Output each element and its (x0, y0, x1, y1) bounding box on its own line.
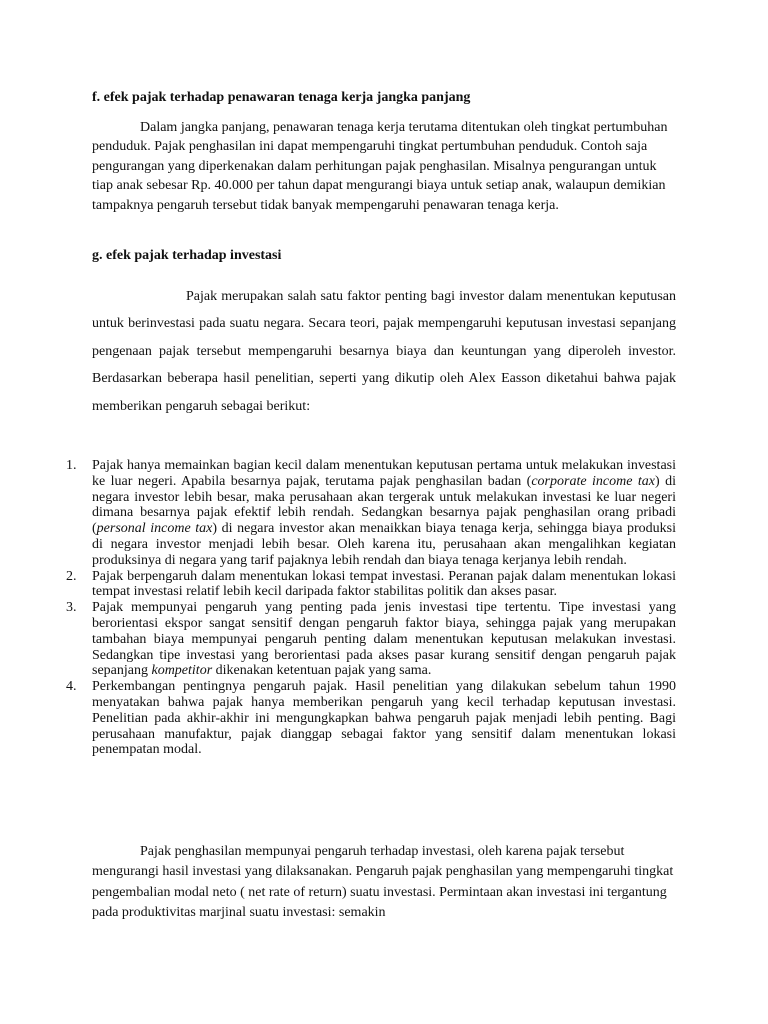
section-g-heading: g. efek pajak terhadap investasi (92, 248, 282, 263)
section-f-paragraph-text: Dalam jangka panjang, penawaran tenaga kerja terutama ditentukan oleh tingkat pertumbuhan penduduk. Pajak penghasilan ini dapat mempengaruhi tingkat pertumbuhan penduduk. Contoh saja pengurangan yang diperkenakan dalam perhitungan pajak penghasilan. Misalnya pengurangan untuk tiap anak sebesar Rp. 40.000 per tahun dapat mengurangi biaya untuk setiap anak, walaupun demikian tampaknya pengaruh tersebut tidak banyak mempengaruhi penawaran tenaga kerja. (92, 120, 668, 213)
section-g-paragraph (92, 283, 676, 420)
section-g-paragraph-text: Pajak merupakan salah satu faktor penting bagi investor dalam menentukan keputusan untuk berinvestasi pada suatu negara. Secara teori, pajak mempengaruhi keputusan investasi sepanjang pengenaan pajak tersebut mempengaruhi besarnya biaya dan keuntungan yang diperoleh investor. Berdasarkan beberapa hasil penelitian, seperti yang dikutip oleh Alex Easson diketahui bahwa pajak memberikan pengaruh sebagai berikut: (92, 289, 676, 414)
list-number: 3. (66, 600, 77, 616)
section-f-heading: f. efek pajak terhadap penawaran tenaga kerja jangka panjang (92, 90, 471, 105)
section-f-paragraph (92, 118, 678, 215)
closing-paragraph-text: Pajak penghasilan mempunyai pengaruh terhadap investasi, oleh karena pajak tersebut mengurangi hasil investasi yang dilaksanakan. Pengaruh pajak penghasilan yang mempengaruhi tingkat pengembalian modal neto ( net rate of return) suatu investasi. Permintaan akan investasi ini tergantung pada produktivitas marjinal suatu investasi: semakin (92, 844, 674, 920)
list-number: 1. (66, 458, 77, 473)
list-number: 2. (66, 568, 77, 584)
list-item: 1. Pajak hanya memainkan bagian kecil dalam menentukan keputusan pertama untuk melakukan investasi ke luar negeri. Apabila besarnya pajak, terutama pajak penghasilan badan (corporate income tax) di negara investor lebih besar, maka perusahaan akan tergerak untuk melakukan investasi ke luar negeri dimana besarnya pajak efektif lebih rendah. Sedangkan besarnya pajak penghasilan orang pribadi (personal income tax) di negara investor akan menaikkan biaya tenaga kerja, sehingga biaya produksi di negara investor menjadi lebih besar. Oleh karena itu, perusahaan akan mengalihkan kegiatan produksinya di negara yang tarif pajaknya lebih rendah dan biaya tenaga kerjanya lebih rendah. (66, 458, 677, 568)
list-item: 4. Perkembangan pentingnya pengaruh pajak. Hasil penelitian yang dilakukan sebelum tahun 1990 menyatakan bahwa pajak hanya memberikan pengaruh yang kecil terhadap keputusan investasi. Penelitian pada akhir-akhir ini mengungkapkan bahwa pengaruh pajak menjadi lebih penting. Bagi perusahaan manufaktur, pajak dianggap sebagai faktor yang sensitif dalam menentukan lokasi penempatan modal. (66, 679, 676, 758)
effects-list (66, 458, 677, 758)
italic-term: kompetitor (151, 663, 213, 679)
closing-paragraph (92, 842, 676, 923)
italic-term: personal income tax (96, 521, 213, 537)
italic-term: corporate income tax (531, 473, 655, 489)
list-item: 3. Pajak mempunyai pengaruh yang penting pada jenis investasi tipe tertentu. Tipe investasi yang berorientasi ekspor sangat sensitif dengan pengaruh faktor biaya, sehingga pajak yang merupakan tambahan biaya mempunyai pengaruh penting dalam menentukan keputusan melakukan investasi. Sedangkan tipe investasi yang berorientasi pada akses pasar kurang sensitif dengan pengaruh pajak sepanjang kompetitor dikenakan ketentuan pajak yang sama. (66, 600, 676, 679)
list-item: 2. Pajak berpengaruh dalam menentukan lokasi tempat investasi. Peranan pajak dalam menentukan lokasi tempat investasi relatif lebih kecil daripada faktor stabilitas politik dan akses pasar. (66, 568, 676, 600)
list-number: 4. (66, 679, 77, 695)
